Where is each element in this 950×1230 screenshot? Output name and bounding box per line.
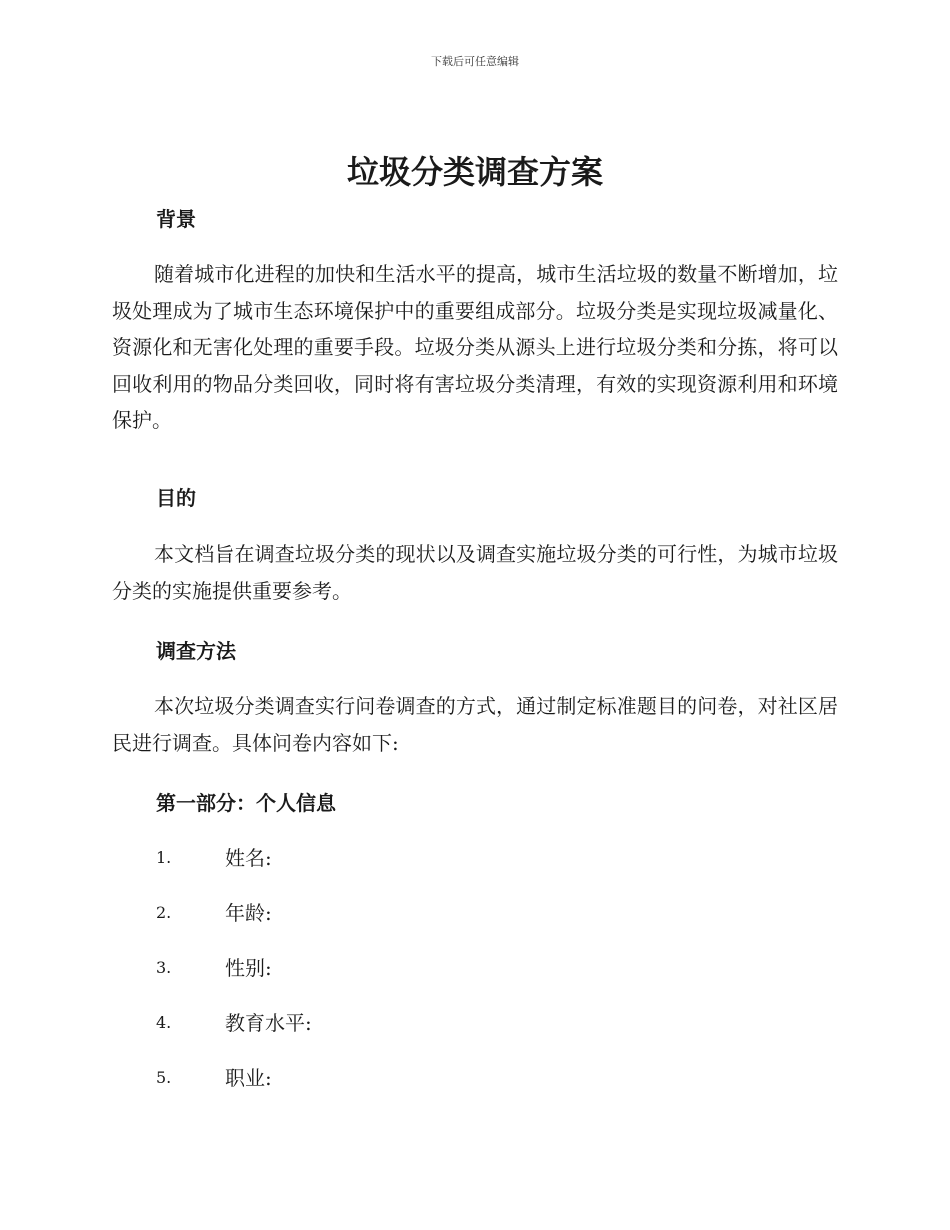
heading-method: 调查方法: [156, 639, 236, 663]
list-item: [156, 1063, 756, 1093]
list-item: [156, 953, 756, 983]
list-item: [156, 843, 756, 873]
list-label: 年龄:: [225, 901, 272, 925]
paragraph-method: 本次垃圾分类调查实行问卷调查的方式，通过制定标准题目的问卷，对社区居民进行调查。具体问卷内容如下:: [112, 694, 838, 755]
list-number: 4.: [156, 1013, 172, 1032]
document-title: 垃圾分类调查方案: [346, 153, 603, 191]
list-number: 3.: [156, 958, 172, 977]
list-number: 5.: [156, 1068, 172, 1087]
list-label: 职业:: [225, 1066, 272, 1090]
list-item: [156, 898, 756, 928]
paragraph-purpose: 本文档旨在调查垃圾分类的现状以及调查实施垃圾分类的可行性，为城市垃圾分类的实施提供重要参考。: [112, 542, 838, 603]
heading-background: 背景: [156, 207, 196, 231]
heading-personal-info: 第一部分：个人信息: [156, 791, 336, 815]
list-number: 1.: [156, 848, 172, 867]
heading-purpose: 目的: [156, 486, 196, 510]
list-label: 教育水平:: [225, 1011, 312, 1035]
list-label: 性别:: [225, 956, 272, 980]
list-number: 2.: [156, 903, 172, 922]
paragraph-background: 随着城市化进程的加快和生活水平的提高，城市生活垃圾的数量不断增加，垃圾处理成为了城市生态环境保护中的重要组成部分。垃圾分类是实现垃圾减量化、资源化和无害化处理的重要手段。垃圾分类从源头上进行垃圾分类和分拣，将可以回收利用的物品分类回收，同时将有害垃圾分类清理，有效的实现资源利用和环境保护。: [112, 262, 838, 432]
header-note: 下载后可任意编辑: [431, 55, 519, 68]
list-item: [156, 1008, 756, 1038]
list-label: 姓名:: [225, 846, 272, 870]
